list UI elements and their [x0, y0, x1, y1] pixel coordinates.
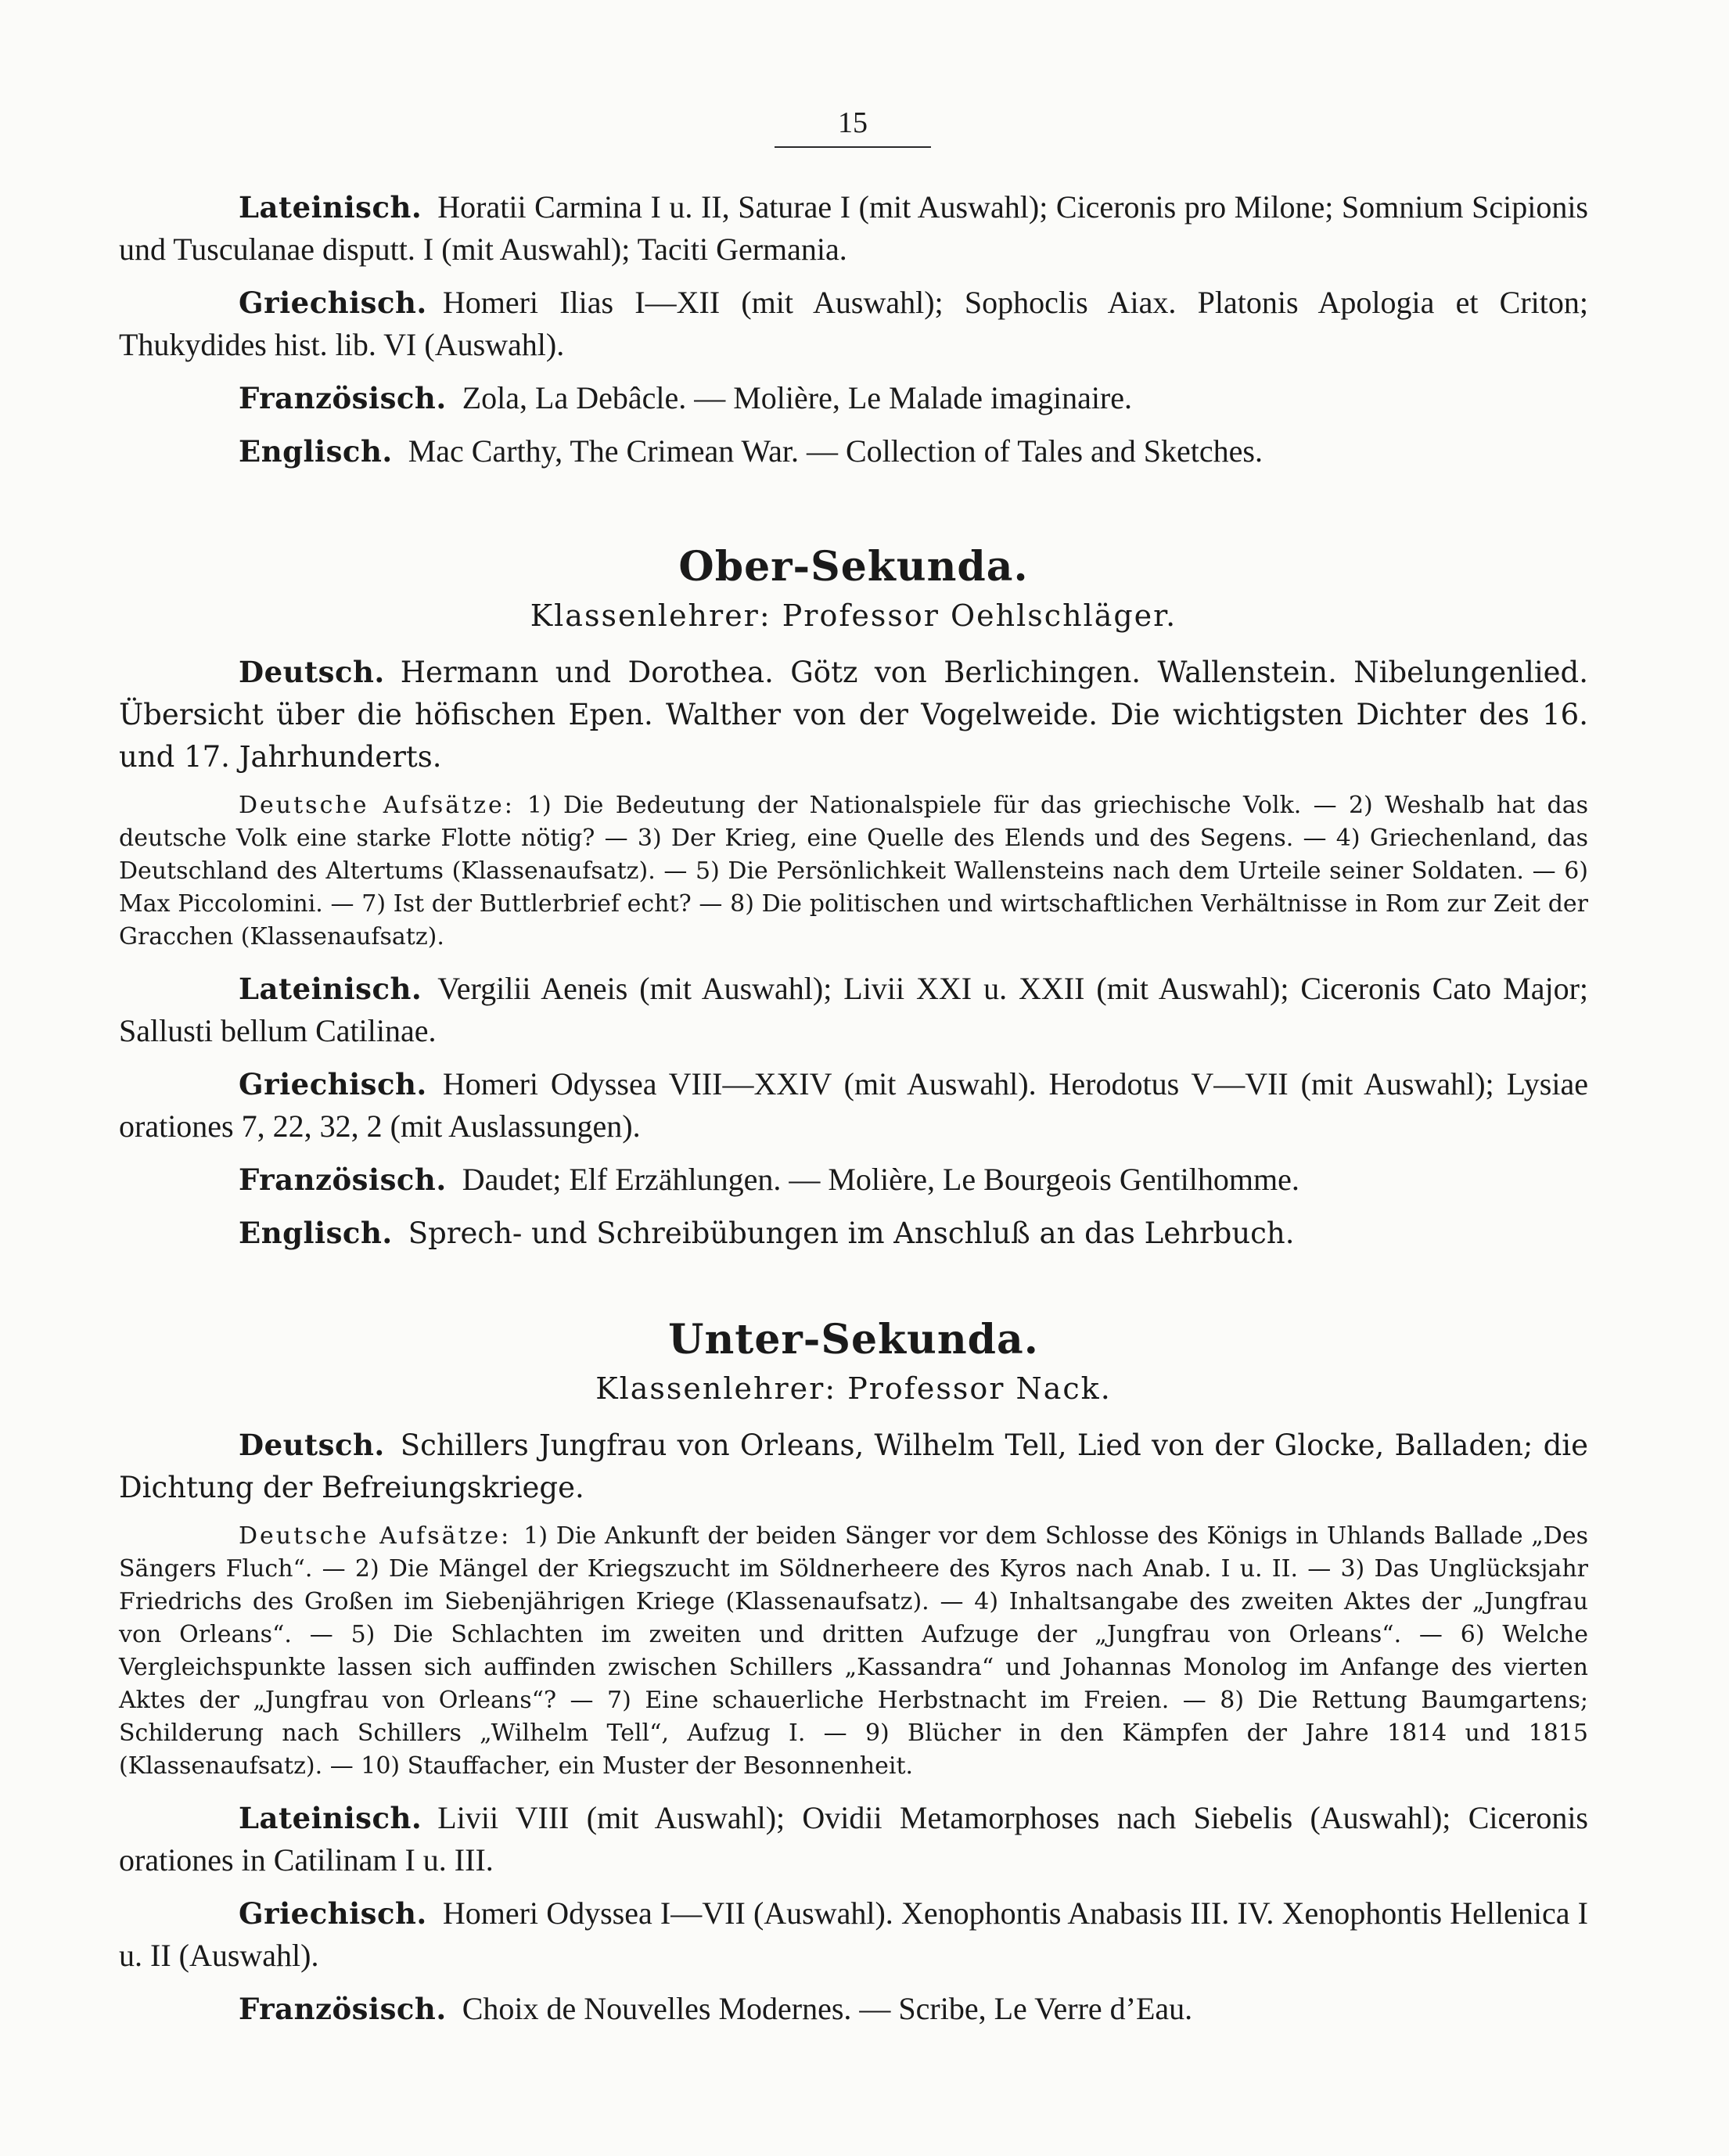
essay-label: Deutsche Aufsätze: [239, 792, 515, 819]
page-number: 15 [838, 106, 868, 139]
subject-text: Homeri Ilias I—XII (mit Auswahl); Sophoclis Aiax. Platonis Apologia et Criton; Thukydides hist. lib. VI (Auswahl). [119, 285, 1588, 362]
essay-text: 1) Die Bedeutung der Nationalspiele für das griechische Volk. — 2) Weshalb hat das deutsche Volk eine starke Flotte nötig? — 3) Der Krieg, eine Quelle des Elends und des Segens. — 4) Griechenland, das Deutschland des Altertums (Klassenaufsatz). — 5) Die Persönlichkeit Wallensteins nach dem Urteile seiner Soldaten. — 6) Max Piccolomini. — 7) Ist der Buttlerbrief echt? — 8) Die politischen und wirtschaftlichen Verhältnisse in Rom zur Zeit der Gracchen (Klassenaufsatz). [119, 792, 1588, 950]
unter-griechisch [119, 1892, 1588, 1977]
ober-aufsaetze [119, 789, 1588, 954]
page-number-rule [775, 146, 931, 148]
subject-text: Choix de Nouvelles Modernes. — Scribe, Le Verre d’Eau. [462, 1991, 1193, 2026]
subject-text: Mac Carthy, The Crimean War. — Collection of Tales and Sketches. [408, 433, 1263, 469]
unter-aufsaetze [119, 1520, 1588, 1783]
subject-text: Sprech- und Schreibübungen im Anschluß an das Lehrbuch. [408, 1216, 1295, 1250]
subject-label: Französisch. [239, 1162, 447, 1197]
subject-label: Griechisch. [239, 1896, 427, 1931]
subject-label: Griechisch. [239, 1067, 427, 1101]
subject-label: Lateinisch. [239, 972, 422, 1006]
subject-text: Zola, La Debâcle. — Molière, Le Malade imaginaire. [462, 380, 1133, 415]
ober-lateinisch [119, 968, 1588, 1052]
subject-label: Deutsch. [239, 1428, 385, 1462]
ober-griechisch [119, 1063, 1588, 1148]
unter-sekunda-klassenlehrer: Klassenlehrer: Professor Nack. [595, 1371, 1112, 1406]
unter-deutsch [119, 1424, 1588, 1509]
intro-lateinisch [119, 186, 1588, 271]
unter-franzoesisch [119, 1988, 1588, 2030]
subject-text: Homeri Odyssea VIII—XXIV (mit Auswahl). Herodotus V—VII (mit Auswahl); Lysiae orationes 7, 22, 32, 2 (mit Auslassungen). [119, 1066, 1588, 1144]
ober-sekunda-heading: Ober-Sekunda. [678, 543, 1029, 591]
subject-text: Schillers Jungfrau von Orleans, Wilhelm Tell, Lied von der Glocke, Balladen; die Dichtung der Befreiungskriege. [119, 1428, 1588, 1504]
intro-franzoesisch [119, 377, 1588, 419]
subject-label: Deutsch. [239, 655, 385, 689]
subject-label: Französisch. [239, 1992, 447, 2026]
subject-text: Hermann und Dorothea. Götz von Berlichingen. Wallenstein. Nibelungenlied. Übersicht über die höfischen Epen. Walther von der Vogelweide. Die wichtigsten Dichter des 16. und 17. Jahrhunderts. [119, 656, 1588, 774]
subject-label: Lateinisch. [239, 1801, 422, 1835]
subject-label: Lateinisch. [239, 190, 422, 225]
ober-franzoesisch [119, 1159, 1588, 1201]
intro-griechisch [119, 282, 1588, 366]
subject-text: Homeri Odyssea I—VII (Auswahl). Xenophontis Anabasis III. IV. Xenophontis Hellenica I u. II (Auswahl). [119, 1895, 1588, 1973]
unter-lateinisch [119, 1797, 1588, 1881]
subject-label: Englisch. [239, 434, 393, 469]
subject-label: Griechisch. [239, 286, 427, 320]
essay-label: Deutsche Aufsätze: [239, 1522, 512, 1550]
subject-label: Französisch. [239, 381, 447, 415]
essay-text: 1) Die Ankunft der beiden Sänger vor dem Schlosse des Königs in Uhlands Ballade „Des Sängers Fluch“. — 2) Die Mängel der Kriegszucht im Söldnerheere des Kyros nach Anab. I u. II. — 3) Das Unglücksjahr Friedrichs des Großen im Siebenjährigen Kriege (Klassenaufsatz). — 4) Inhaltsangabe des zweiten Aktes der „Jungfrau von Orleans“. — 5) Die Schlachten im zweiten und dritten Aufzuge der „Jungfrau von Orleans“. — 6) Welche Vergleichspunkte lassen sich auffinden zwischen Schillers „Kassandra“ und Johannas Monolog im Anfange des vierten Aktes der „Jungfrau von Orleans“? — 7) Eine schauerliche Herbstnacht im Freien. — 8) Die Rettung Baumgartens; Schilderung nach Schillers „Wilhelm Tell“, Aufzug I. — 9) Blücher in den Kämpfen der Jahre 1814 und 1815 (Klassenaufsatz). — 10) Stauffacher, ein Muster der Besonnenheit. [119, 1522, 1589, 1780]
page-content [119, 186, 1588, 2041]
intro-englisch [119, 430, 1588, 473]
subject-text: Daudet; Elf Erzählungen. — Molière, Le Bourgeois Gentilhomme. [462, 1162, 1299, 1197]
subject-text: Livii VIII (mit Auswahl); Ovidii Metamorphoses nach Siebelis (Auswahl); Ciceronis orationes in Catilinam I u. III. [119, 1800, 1588, 1878]
ober-englisch [119, 1212, 1588, 1255]
subject-text: Vergilii Aeneis (mit Auswahl); Livii XXI u. XXII (mit Auswahl); Ciceronis Cato Major; Sallusti bellum Catilinae. [119, 971, 1588, 1048]
ober-sekunda-klassenlehrer: Klassenlehrer: Professor Oehlschläger. [530, 598, 1177, 633]
subject-label: Englisch. [239, 1216, 393, 1250]
unter-sekunda-heading: Unter-Sekunda. [668, 1316, 1039, 1364]
ober-deutsch [119, 651, 1588, 778]
subject-text: Horatii Carmina I u. II, Saturae I (mit Auswahl); Ciceronis pro Milone; Somnium Scipionis und Tusculanae disputt. I (mit Auswahl); Taciti Germania. [119, 189, 1588, 267]
